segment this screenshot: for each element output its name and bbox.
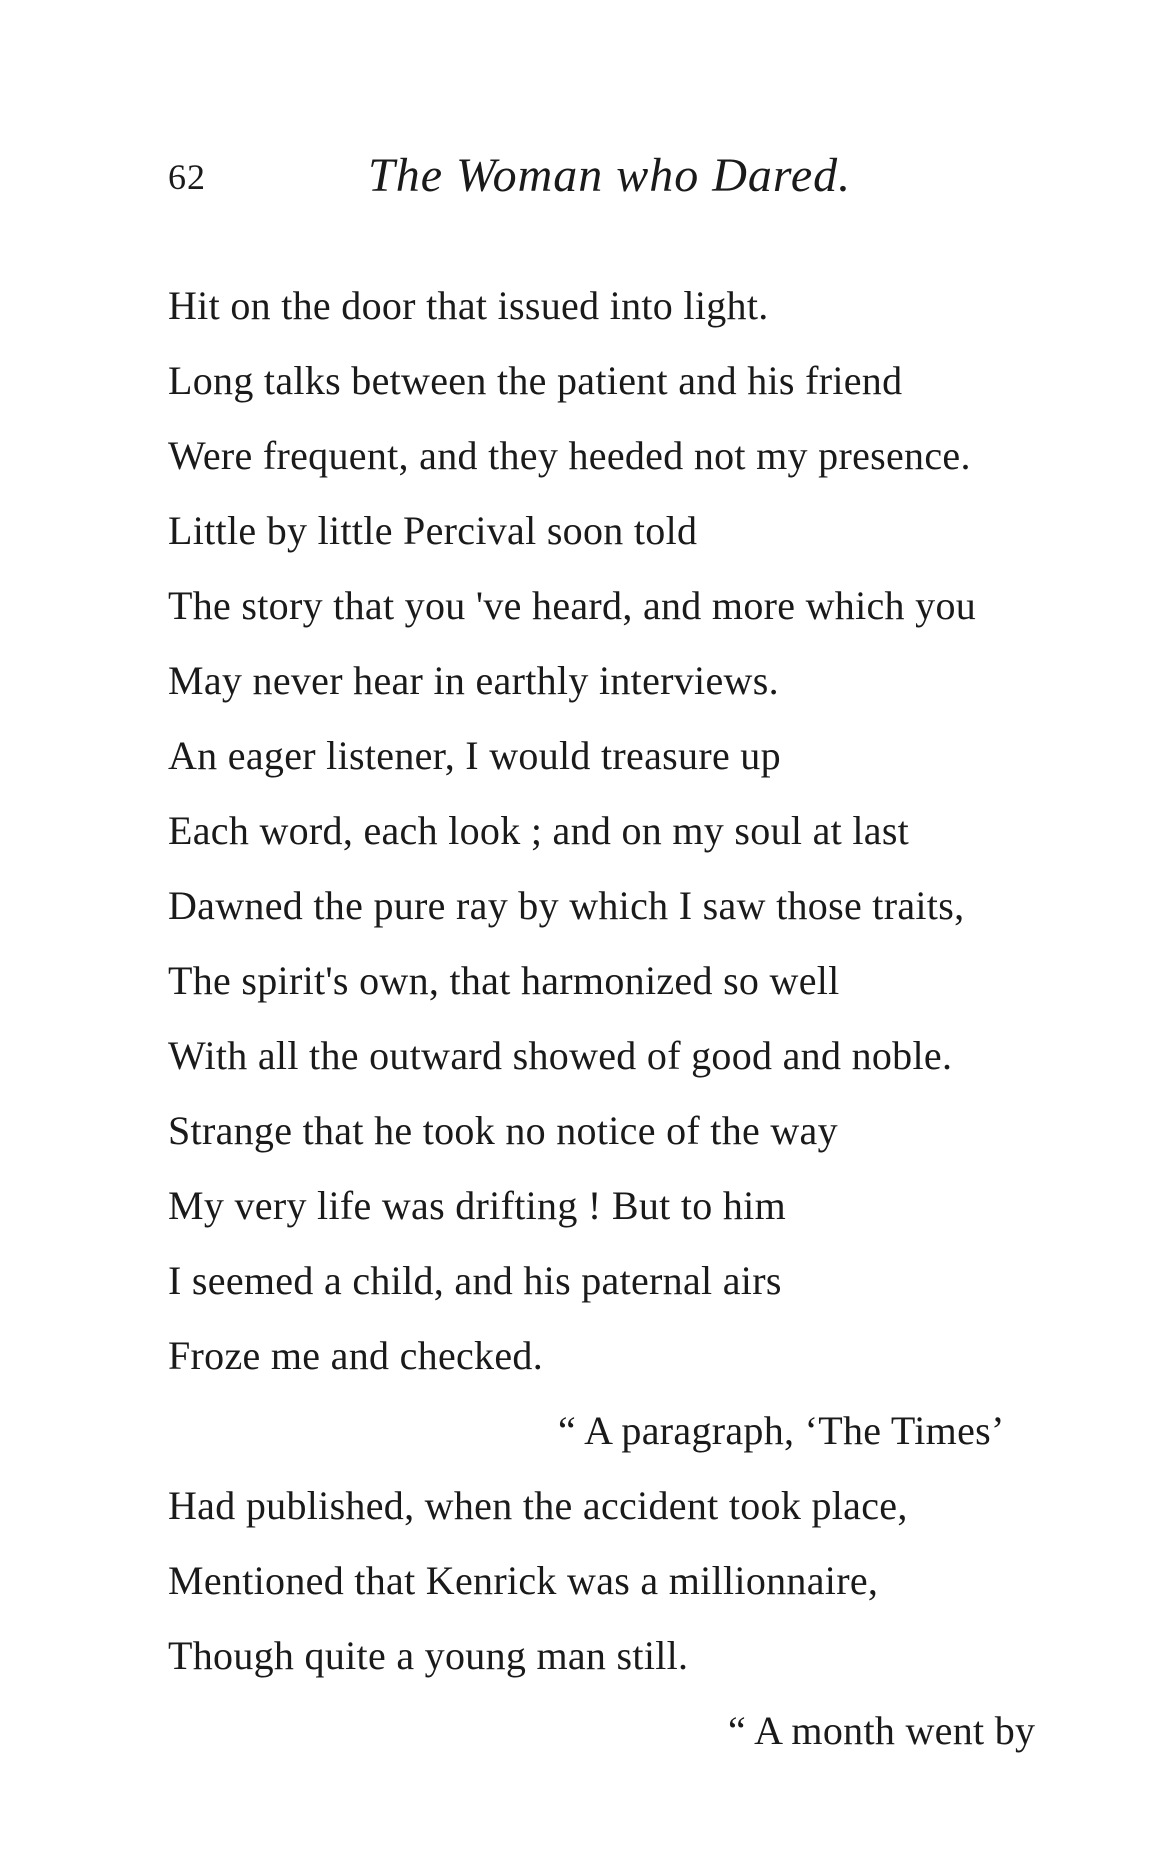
verse-line: An eager listener, I would treasure up — [168, 733, 781, 778]
verse-line: Each word, each look ; and on my soul at last — [168, 808, 910, 853]
verse-line: The story that you 've heard, and more which you — [168, 583, 977, 628]
running-head — [168, 148, 1008, 208]
running-title: The Woman who Dared. — [368, 149, 852, 202]
verse-line: Though quite a young man still. — [168, 1633, 689, 1678]
verse-line: Mentioned that Kenrick was a millionnaire, — [168, 1558, 879, 1603]
verse-line: Dawned the pure ray by which I saw those traits, — [168, 883, 965, 928]
verse-line: With all the outward showed of good and noble. — [168, 1033, 953, 1078]
verse-line: May never hear in earthly interviews. — [168, 658, 779, 703]
verse-line: Froze me and checked. — [168, 1333, 544, 1378]
verse-line: “ A month went by — [728, 1708, 1036, 1753]
verse-line: Had published, when the accident took place, — [168, 1483, 908, 1528]
verse-line: My very life was drifting ! But to him — [168, 1183, 786, 1228]
verse-line: I seemed a child, and his paternal airs — [168, 1258, 782, 1303]
verse-line: The spirit's own, that harmonized so well — [168, 958, 840, 1003]
verse-line: Hit on the door that issued into light. — [168, 283, 769, 328]
verse-body — [168, 268, 1128, 1768]
verse-line: Little by little Percival soon told — [168, 508, 698, 553]
verse-line: Long talks between the patient and his friend — [168, 358, 903, 403]
verse-line: “ A paragraph, ‘The Times’ — [558, 1408, 1005, 1453]
verse-line: Were frequent, and they heeded not my presence. — [168, 433, 971, 478]
verse-line: Strange that he took no notice of the way — [168, 1108, 838, 1153]
page-number: 62 — [168, 157, 206, 197]
